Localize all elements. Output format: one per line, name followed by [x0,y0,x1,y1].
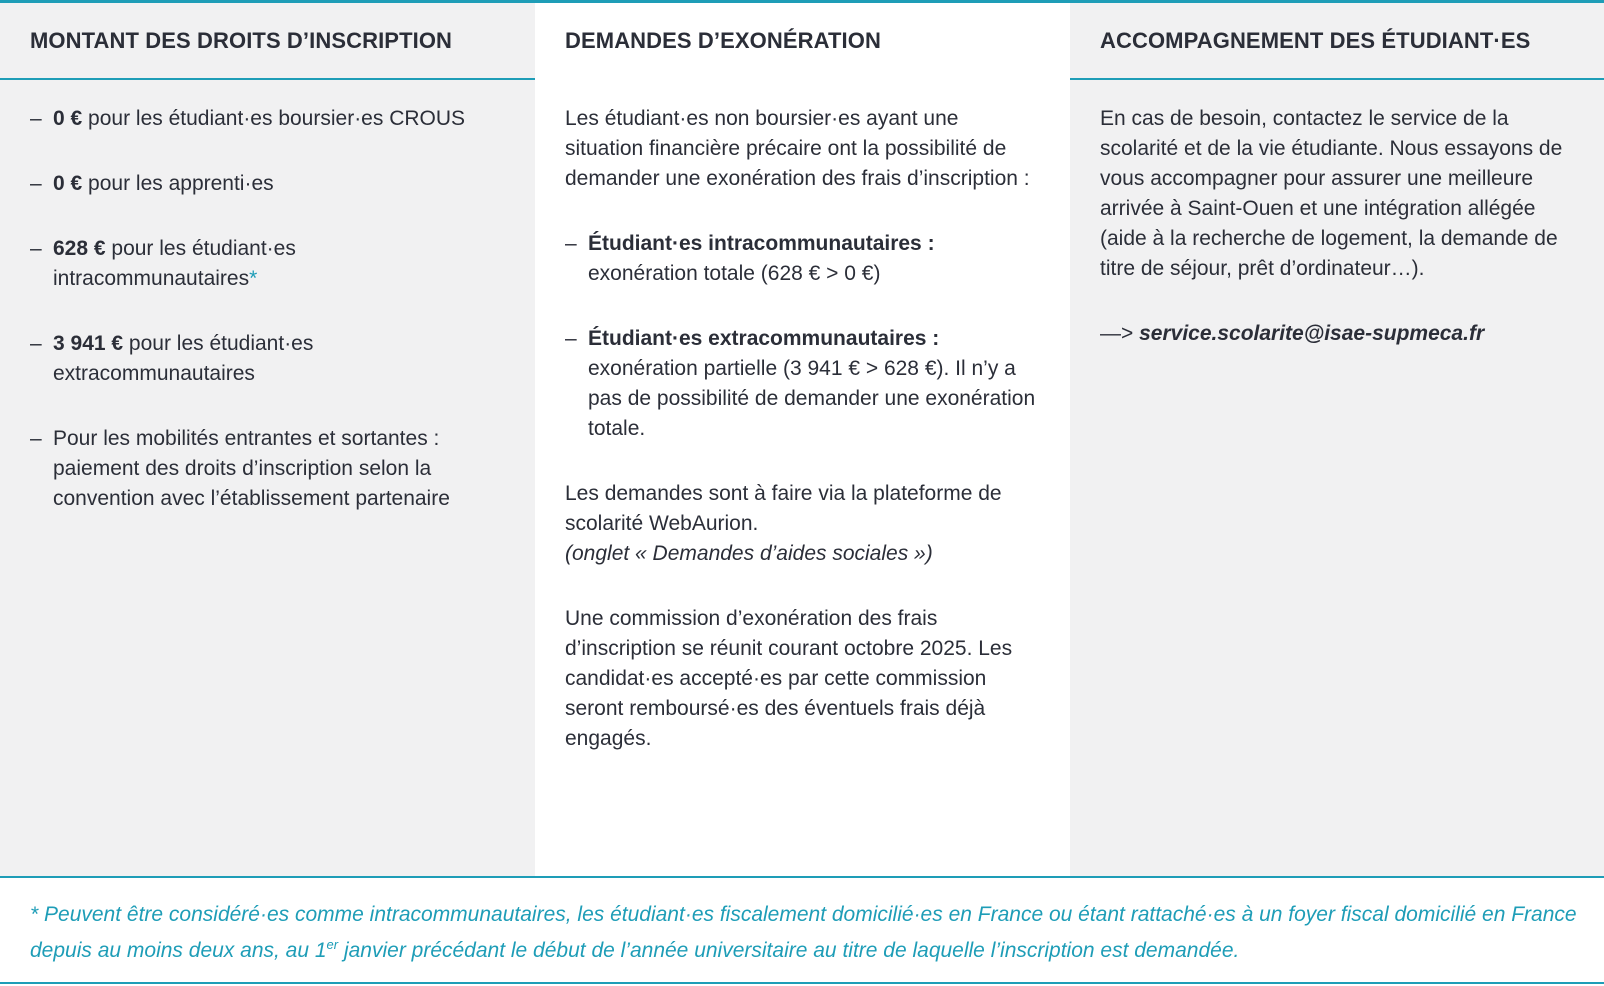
footnote-superscript: er [326,937,339,952]
fee-amount: 628 € [53,237,106,260]
platform-note: (onglet « Demandes d’aides sociales ») [565,542,933,565]
support-email-link[interactable]: service.scolarite@isae-supmeca.fr [1139,322,1485,345]
exemption-category: Étudiant·es extracommunautaires : [588,327,940,350]
exemption-list [565,229,1040,444]
fees-item-intra [30,234,505,294]
fee-description: pour les apprenti·es [82,172,274,195]
bottom-divider [0,982,1604,984]
exemption-heading: DEMANDES D’EXONÉRATION [565,28,881,53]
fee-description: pour les étudiant·es boursier·es CROUS [82,107,466,130]
platform-text: Les demandes sont à faire via la plateforme de scolarité WebAurion. [565,482,1002,535]
exemption-column [535,0,1070,876]
fees-body [0,78,535,514]
exemption-commission: Une commission d’exonération des frais d’inscription se réunit courant octobre 2025. Les candidat·es accepté·es par cette commission seront remboursé·es des éventuels frais déjà engagés. [565,607,1013,750]
exemption-item-extra [565,324,1040,444]
exemption-intro: Les étudiant·es non boursier·es ayant une situation financière précaire ont la possibilité de demander une exonération des frais d’inscription : [565,107,1030,190]
fee-amount: 3 941 € [53,332,124,355]
exemption-platform [565,479,1040,569]
support-heading: ACCOMPAGNEMENT DES ÉTUDIANT·ES [1100,28,1531,53]
support-body [1070,78,1604,349]
footnote [30,900,1590,966]
fees-item-apprentices [30,169,505,199]
fees-list [30,104,505,514]
footnote-text-start: * Peuvent être considéré·es comme intracommunautaires, les étudiant·es fiscalement domicilié·es en France ou étant rattaché·es à un foyer fiscal domicilié en France depuis au moins deux ans, au 1 [30,903,1577,962]
exemption-detail: exonération partielle (3 941 € > 628 €). Il n’y a pas de possibilité de demander une exonération totale. [588,357,1036,440]
exemption-category: Étudiant·es intracommunautaires : [588,232,935,255]
footnote-asterisk: * [249,267,258,290]
fee-description: pour les étudiant·es intracommunautaires [53,237,296,290]
heading-divider-support [1070,78,1604,80]
exemption-item-intra [565,229,1040,289]
exemption-detail: exonération totale (628 € > 0 €) [588,262,881,285]
footnote-divider [0,876,1604,878]
fees-item-extra [30,329,505,389]
heading-divider-fees [0,78,535,80]
fees-item-mobility [30,424,505,514]
fees-heading: MONTANT DES DROITS D’INSCRIPTION [30,28,453,53]
arrow-icon: —> [1100,322,1140,345]
fee-amount: 0 € [53,172,83,195]
footnote-text-end: janvier précédant le début de l’année universitaire au titre de laquelle l’inscription est demandée. [338,939,1240,962]
support-contact [1100,319,1574,349]
fee-description: Pour les mobilités entrantes et sortantes : paiement des droits d’inscription selon la convention avec l’établissement partenaire [53,427,450,510]
support-text: En cas de besoin, contactez le service de la scolarité et de la vie étudiante. Nous essayons de vous accompagner pour assurer une meilleure arrivée à Saint-Ouen et une intégration allégée (aide à la recherche de logement, la demande de titre de séjour, prêt d’ordinateur…). [1100,107,1563,280]
fees-column [0,0,535,876]
support-column [1070,0,1604,876]
fee-amount: 0 € [53,107,83,130]
top-divider [0,0,1604,3]
fees-item-crous [30,104,505,134]
exemption-body [535,78,1070,754]
fee-description: pour les étudiant·es extracommunautaires [53,332,314,385]
